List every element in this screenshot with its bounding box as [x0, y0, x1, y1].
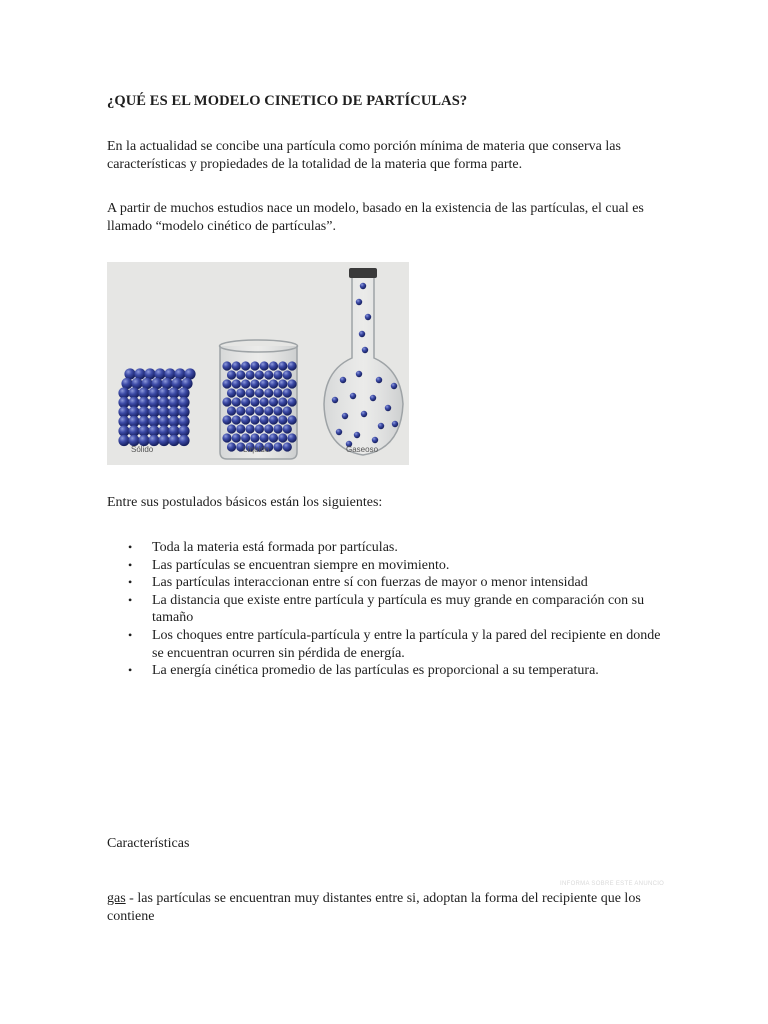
particle — [264, 370, 273, 379]
list-item: • Toda la materia está formada por partículas. — [128, 540, 398, 555]
page-title: ¿QUÉ ES EL MODELO CINETICO DE PARTÍCULAS? — [107, 93, 468, 109]
list-item: • Las partículas interaccionan entre sí con fuerzas de mayor o menor intensidad — [128, 575, 588, 591]
particle — [241, 361, 250, 370]
particle — [283, 370, 292, 379]
particle — [241, 397, 250, 406]
states-of-matter-illustration — [107, 262, 409, 465]
postulates-intro: Entre sus postulados básicos están los siguientes: — [107, 495, 383, 510]
particle — [232, 361, 241, 370]
particle — [260, 397, 269, 406]
particle — [273, 388, 282, 397]
particle — [236, 424, 245, 433]
particle — [255, 388, 264, 397]
particle — [236, 370, 245, 379]
particle — [288, 415, 297, 424]
particle — [222, 397, 231, 406]
bullet-icon: • — [128, 592, 133, 607]
particle — [255, 370, 264, 379]
particle — [356, 299, 362, 305]
particle — [370, 395, 376, 401]
particle — [232, 415, 241, 424]
particle — [260, 361, 269, 370]
particle — [391, 383, 397, 389]
bullet-icon: • — [128, 575, 133, 590]
particle — [378, 423, 384, 429]
particle — [269, 415, 278, 424]
particle — [250, 415, 259, 424]
particle — [250, 433, 259, 442]
particle — [141, 378, 152, 389]
bullet-icon: • — [128, 627, 133, 642]
particle — [151, 378, 162, 389]
particle — [174, 368, 185, 379]
model-paragraph: A partir de muchos estudios nace un modelo, basado en la existencia de las partículas, el cual es llamado “modelo cinético de partículas”. — [107, 201, 644, 234]
particle — [255, 424, 264, 433]
particle — [227, 388, 236, 397]
particle — [273, 442, 282, 451]
particle — [264, 424, 273, 433]
particle — [278, 361, 287, 370]
gas-characteristic — [107, 890, 667, 926]
particle — [278, 415, 287, 424]
intro-paragraph: En la actualidad se concibe una partícula como porción mínima de materia que conserva las características y propiedades de la totalidad de la materia que forma parte. — [107, 139, 621, 172]
particle — [246, 388, 255, 397]
particle — [227, 424, 236, 433]
particle — [278, 397, 287, 406]
particle — [356, 371, 362, 377]
particle — [260, 379, 269, 388]
particle — [144, 368, 155, 379]
particle — [236, 388, 245, 397]
particle — [246, 424, 255, 433]
particle — [236, 406, 245, 415]
particle — [232, 433, 241, 442]
particle — [264, 406, 273, 415]
particle — [359, 331, 365, 337]
particle — [246, 406, 255, 415]
particle — [260, 433, 269, 442]
particle — [336, 429, 342, 435]
gas-term: gas — [107, 891, 126, 906]
particle — [250, 361, 259, 370]
particle — [227, 406, 236, 415]
particle — [264, 388, 273, 397]
particle — [288, 397, 297, 406]
particle — [227, 442, 236, 451]
particle — [365, 314, 371, 320]
particle — [250, 397, 259, 406]
solid-particles — [118, 368, 195, 446]
particle — [250, 379, 259, 388]
bullet-icon: • — [128, 557, 133, 572]
particle — [362, 347, 368, 353]
particle — [241, 415, 250, 424]
particle — [161, 378, 172, 389]
list-item: • Las partículas se encuentran siempre en movimiento. — [128, 557, 450, 573]
particle — [118, 435, 129, 446]
particle — [269, 379, 278, 388]
particle — [283, 388, 292, 397]
list-item: • Los choques entre partícula-partícula y entre la partícula y la pared del recipiente en donde se encuentran ocurren sin pérdida de energía. — [128, 627, 661, 661]
particle — [222, 379, 231, 388]
particle — [269, 397, 278, 406]
particle — [232, 379, 241, 388]
particle — [288, 361, 297, 370]
particle — [342, 413, 348, 419]
solid-label: Sólido — [131, 445, 154, 454]
liquid-label: Líquido — [243, 445, 270, 454]
particle — [171, 378, 182, 389]
particle — [269, 361, 278, 370]
particle — [178, 435, 189, 446]
particle — [222, 415, 231, 424]
particle — [131, 378, 142, 389]
particle — [227, 370, 236, 379]
postulates-list — [107, 539, 667, 680]
particle — [158, 435, 169, 446]
list-item: • La energía cinética promedio de las partículas es proporcional a su temperatura. — [128, 663, 599, 679]
particle — [273, 424, 282, 433]
characteristics-heading: Características — [107, 836, 190, 851]
particle — [288, 433, 297, 442]
particle — [124, 368, 135, 379]
particle — [283, 442, 292, 451]
particle — [340, 377, 346, 383]
particle — [134, 368, 145, 379]
particle — [288, 379, 297, 388]
particle — [241, 433, 250, 442]
flask — [324, 268, 403, 455]
particle — [354, 432, 360, 438]
bullet-icon: • — [128, 540, 133, 554]
list-item: • La distancia que existe entre partícula y partícula es muy grande en comparación con su tamaño — [128, 592, 645, 626]
particle — [241, 379, 250, 388]
particle — [350, 393, 356, 399]
particle — [360, 283, 366, 289]
particle — [372, 437, 378, 443]
bullet-icon: • — [128, 663, 133, 678]
particle — [332, 397, 338, 403]
particle — [273, 370, 282, 379]
particle — [283, 406, 292, 415]
particle — [154, 368, 165, 379]
particle — [273, 406, 282, 415]
particle — [392, 421, 398, 427]
particle — [361, 411, 367, 417]
gas-description: - las partículas se encuentran muy distantes entre si, adoptan la forma del recipiente que los contiene — [107, 891, 641, 924]
states-of-matter-figure — [107, 262, 409, 465]
particle — [121, 378, 132, 389]
particle — [222, 433, 231, 442]
ad-report-link[interactable]: INFORMA SOBRE ESTE ANUNCIO — [560, 881, 665, 887]
particle — [164, 368, 175, 379]
particle — [269, 433, 278, 442]
particle — [232, 397, 241, 406]
particle — [255, 406, 264, 415]
particle — [278, 433, 287, 442]
particle — [168, 435, 179, 446]
particle — [246, 370, 255, 379]
particle — [184, 368, 195, 379]
particle — [376, 377, 382, 383]
particle — [181, 378, 192, 389]
particle — [260, 415, 269, 424]
particle — [278, 379, 287, 388]
particle — [222, 361, 231, 370]
gas-label: Gaseoso — [346, 445, 379, 454]
particle — [283, 424, 292, 433]
particle — [385, 405, 391, 411]
